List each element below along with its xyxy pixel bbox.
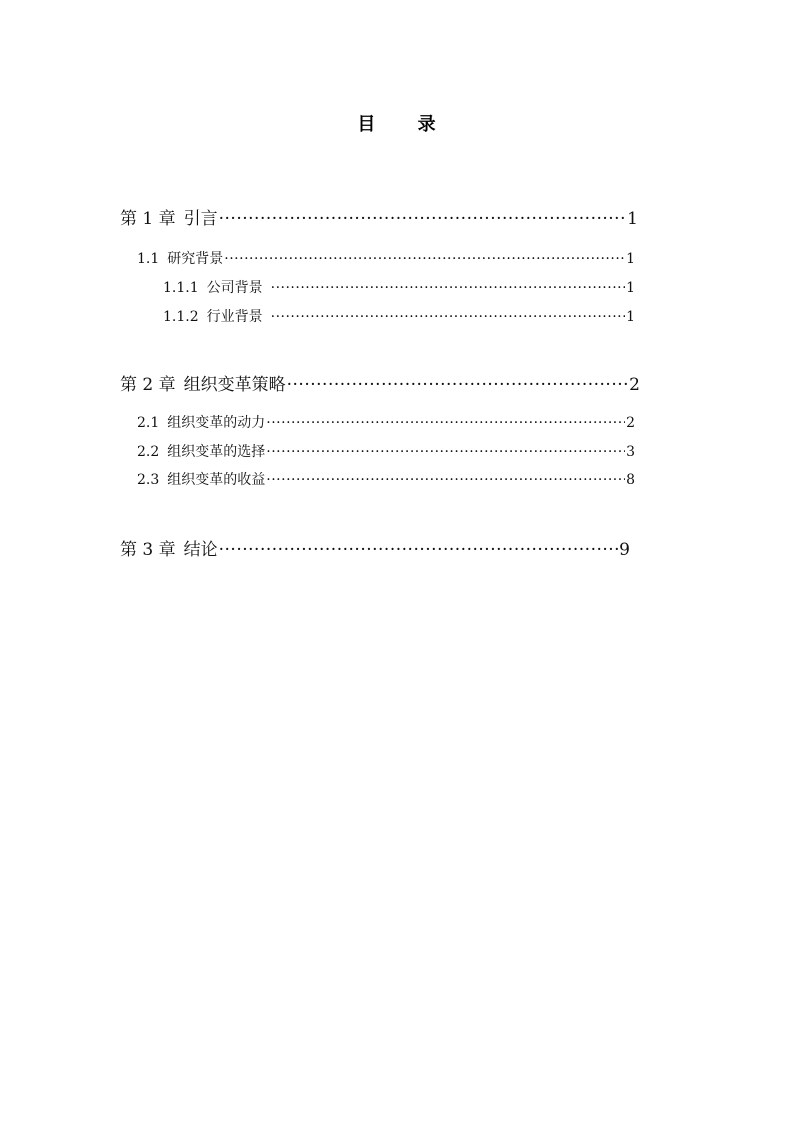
toc-leader-dots [219, 208, 627, 230]
toc-entry-number: 第 2 章 [120, 375, 176, 395]
toc-entry-text: 组织变革的动力 [167, 415, 266, 431]
toc-entry-page: 1 [626, 280, 635, 296]
toc-entry-text: 行业背景 [206, 309, 263, 325]
toc-entry-page: 1 [626, 309, 635, 325]
toc-entry-number: 2.2 [137, 444, 160, 460]
toc-entry-text: 研究背景 [167, 251, 224, 267]
toc-entry-section-2-2[interactable] [137, 443, 635, 461]
toc-entry-number: 第 1 章 [120, 209, 176, 229]
toc-leader-dots [266, 443, 625, 461]
toc-entry-number: 1.1.1 [163, 280, 199, 296]
toc-entry-section-2-3[interactable] [137, 471, 635, 489]
toc-entry-page: 2 [629, 375, 640, 395]
toc-entry-chapter-2[interactable] [120, 374, 640, 396]
toc-entry-page: 1 [627, 209, 638, 229]
toc-title: 目 录 [357, 114, 454, 135]
toc-entry-number: 第 3 章 [120, 540, 176, 560]
toc-entry-number: 1.1.2 [163, 309, 199, 325]
toc-entry-text: 引言 [183, 209, 218, 229]
toc-entry-page: 3 [626, 444, 635, 460]
toc-entry-page: 8 [626, 472, 635, 488]
toc-entry-page: 9 [619, 540, 630, 560]
toc-entry-section-1-1[interactable] [137, 250, 635, 268]
toc-leader-dots [287, 374, 629, 396]
toc-entry-number: 1.1 [137, 251, 160, 267]
toc-entry-chapter-3[interactable] [120, 539, 630, 561]
toc-leader-dots [219, 539, 619, 561]
toc-entry-chapter-1[interactable] [120, 208, 638, 230]
toc-leader-dots [271, 308, 625, 326]
toc-leader-dots [266, 471, 625, 489]
toc-entry-text: 公司背景 [206, 280, 263, 296]
toc-entry-page: 1 [626, 251, 635, 267]
toc-entry-number: 2.3 [137, 472, 160, 488]
toc-entry-number: 2.1 [137, 415, 160, 431]
toc-entry-text: 结论 [183, 540, 218, 560]
toc-leader-dots [224, 250, 625, 268]
toc-entry-text: 组织变革策略 [183, 375, 286, 395]
toc-entry-page: 2 [626, 415, 635, 431]
toc-entry-text: 组织变革的收益 [167, 472, 266, 488]
toc-entry-subsection-1-1-1[interactable] [163, 279, 635, 297]
toc-leader-dots [266, 414, 625, 432]
toc-entry-section-2-1[interactable] [137, 414, 635, 432]
toc-entry-text: 组织变革的选择 [167, 444, 266, 460]
toc-entry-subsection-1-1-2[interactable] [163, 308, 635, 326]
toc-leader-dots [271, 279, 625, 297]
